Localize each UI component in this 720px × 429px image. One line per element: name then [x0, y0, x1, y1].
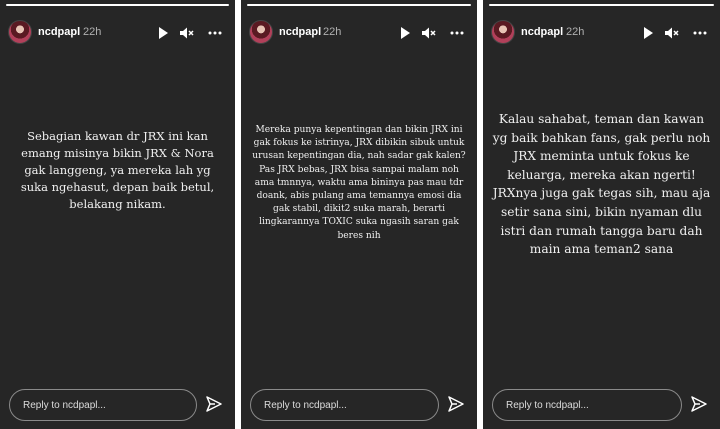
play-icon[interactable]	[640, 25, 656, 41]
mute-icon[interactable]	[420, 25, 436, 41]
send-icon[interactable]	[447, 395, 465, 413]
story-panel	[483, 0, 720, 429]
timestamp: 22h	[566, 26, 585, 38]
story-caption: Sebagian kawan dr JRX ini kan emang misinya bikin JRX & Nora gak langgeng, ya mereka lah yg suka ngehasut, depan baik betul, belakang nikam.	[20, 129, 215, 211]
more-icon[interactable]	[692, 25, 708, 41]
play-icon[interactable]	[155, 25, 171, 41]
mute-icon[interactable]	[663, 25, 679, 41]
send-icon[interactable]	[690, 395, 708, 413]
story-header	[8, 20, 227, 48]
more-icon[interactable]	[449, 25, 465, 41]
reply-input[interactable]: Reply to ncdpapl...	[9, 389, 197, 421]
story-panel	[0, 0, 235, 429]
timestamp: 22h	[323, 26, 342, 38]
story-caption: Kalau sahabat, teman dan kawan yg baik bahkan fans, gak perlu noh JRX meminta untuk fokus ke keluarga, mereka akan ngerti! JRXnya juga gak tegas sih, mau aja setir sana sini, bikin nyaman dlu istri dan rumah tangga baru dah main ama teman2 sana	[492, 112, 711, 257]
timestamp: 22h	[83, 26, 102, 38]
username[interactable]: ncdpapl	[38, 26, 81, 38]
avatar[interactable]	[249, 20, 273, 44]
avatar[interactable]	[8, 20, 32, 44]
story-progress-bar	[247, 4, 471, 6]
reply-input[interactable]: Reply to ncdpapl...	[492, 389, 682, 421]
story-progress-bar	[489, 4, 714, 6]
story-header	[491, 20, 712, 48]
play-icon[interactable]	[397, 25, 413, 41]
send-icon[interactable]	[205, 395, 223, 413]
username[interactable]: ncdpapl	[279, 26, 322, 38]
reply-input[interactable]: Reply to ncdpapl...	[250, 389, 439, 421]
avatar[interactable]	[491, 20, 515, 44]
more-icon[interactable]	[207, 25, 223, 41]
story-panel	[241, 0, 477, 429]
username[interactable]: ncdpapl	[521, 26, 564, 38]
mute-icon[interactable]	[178, 25, 194, 41]
story-caption: Mereka punya kepentingan dan bikin JRX ini gak fokus ke istrinya, JRX dibikin sibuk untuk urusan kepentingan dia, nah sadar gak kalen? Pas JRX bebas, JRX bisa sampai malam noh ama tmnnya, waktu ama bininya pas mau tdr doank, abis pulang ama temannya emosi dia gak stabil, dikit2 suka marah, berarti lingkarannya TOXIC suka ngasih saran gak beres nih	[252, 125, 466, 241]
story-progress-bar	[6, 4, 229, 6]
story-header	[249, 20, 469, 48]
